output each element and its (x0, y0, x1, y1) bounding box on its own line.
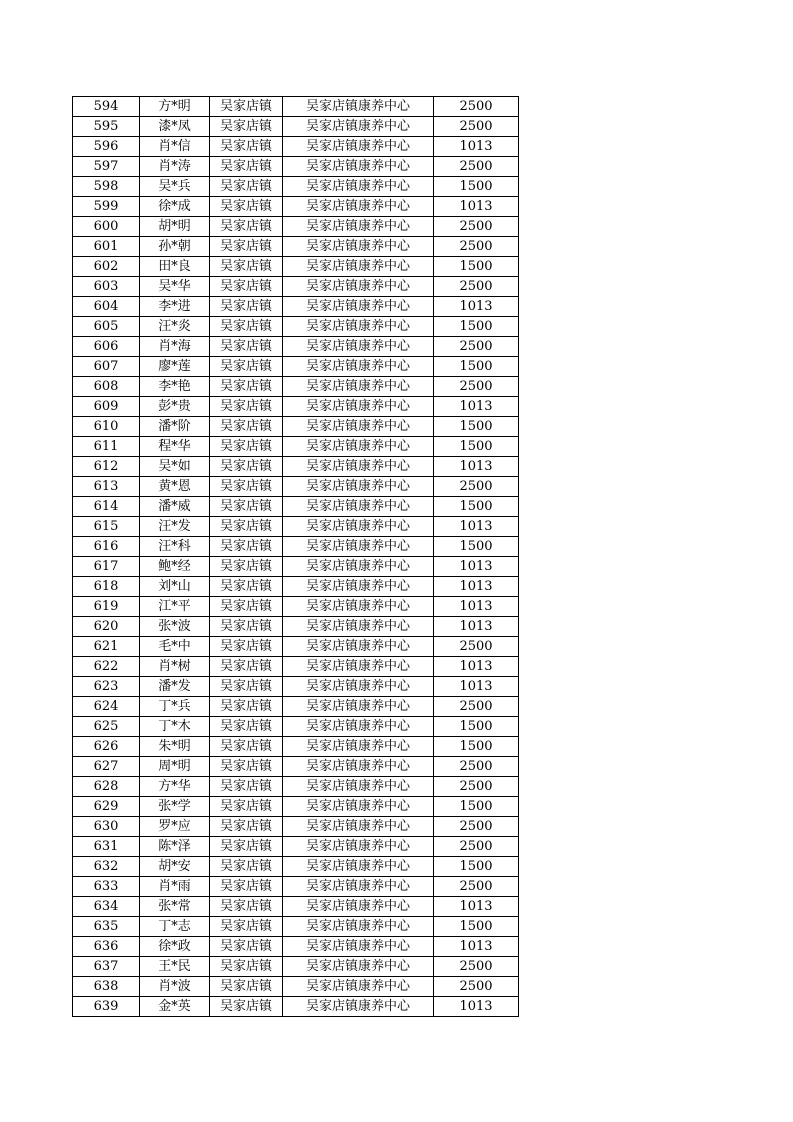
amount-cell: 1500 (434, 357, 519, 377)
town-cell: 吴家店镇 (210, 877, 283, 897)
amount-cell: 1013 (434, 197, 519, 217)
amount-cell: 1013 (434, 937, 519, 957)
table-row (73, 417, 519, 437)
table-row (73, 817, 519, 837)
town-cell: 吴家店镇 (210, 157, 283, 177)
amount-cell: 1013 (434, 517, 519, 537)
person-name-cell: 肖*树 (140, 657, 210, 677)
amount-cell: 2500 (434, 977, 519, 997)
person-name-cell: 吴*兵 (140, 177, 210, 197)
table-row (73, 397, 519, 417)
amount-cell: 2500 (434, 237, 519, 257)
person-name-cell: 丁*兵 (140, 697, 210, 717)
person-name-cell: 潘*发 (140, 677, 210, 697)
person-name-cell: 徐*成 (140, 197, 210, 217)
town-cell: 吴家店镇 (210, 597, 283, 617)
table-row (73, 717, 519, 737)
person-name-cell: 江*平 (140, 597, 210, 617)
amount-cell: 2500 (434, 477, 519, 497)
serial-number-cell: 624 (73, 697, 140, 717)
institution-cell: 吴家店镇康养中心 (283, 797, 434, 817)
institution-cell: 吴家店镇康养中心 (283, 557, 434, 577)
person-name-cell: 廖*莲 (140, 357, 210, 377)
institution-cell: 吴家店镇康养中心 (283, 537, 434, 557)
town-cell: 吴家店镇 (210, 477, 283, 497)
table-row (73, 957, 519, 977)
institution-cell: 吴家店镇康养中心 (283, 757, 434, 777)
serial-number-cell: 621 (73, 637, 140, 657)
town-cell: 吴家店镇 (210, 697, 283, 717)
institution-cell: 吴家店镇康养中心 (283, 317, 434, 337)
town-cell: 吴家店镇 (210, 797, 283, 817)
serial-number-cell: 626 (73, 737, 140, 757)
serial-number-cell: 613 (73, 477, 140, 497)
person-name-cell: 刘*山 (140, 577, 210, 597)
amount-cell: 1500 (434, 317, 519, 337)
town-cell: 吴家店镇 (210, 137, 283, 157)
amount-cell: 2500 (434, 157, 519, 177)
person-name-cell: 胡*安 (140, 857, 210, 877)
person-name-cell: 肖*海 (140, 337, 210, 357)
town-cell: 吴家店镇 (210, 637, 283, 657)
town-cell: 吴家店镇 (210, 677, 283, 697)
institution-cell: 吴家店镇康养中心 (283, 977, 434, 997)
amount-cell: 1013 (434, 457, 519, 477)
table-row (73, 557, 519, 577)
table-row (73, 837, 519, 857)
table-row (73, 677, 519, 697)
institution-cell: 吴家店镇康养中心 (283, 237, 434, 257)
table-row (73, 857, 519, 877)
amount-cell: 1013 (434, 557, 519, 577)
table-row (73, 337, 519, 357)
amount-cell: 1500 (434, 857, 519, 877)
serial-number-cell: 604 (73, 297, 140, 317)
amount-cell: 1500 (434, 417, 519, 437)
town-cell: 吴家店镇 (210, 117, 283, 137)
amount-cell: 2500 (434, 877, 519, 897)
person-name-cell: 孙*朝 (140, 237, 210, 257)
institution-cell: 吴家店镇康养中心 (283, 657, 434, 677)
amount-cell: 2500 (434, 837, 519, 857)
serial-number-cell: 616 (73, 537, 140, 557)
person-name-cell: 漆*凤 (140, 117, 210, 137)
table-row (73, 777, 519, 797)
institution-cell: 吴家店镇康养中心 (283, 577, 434, 597)
town-cell: 吴家店镇 (210, 737, 283, 757)
serial-number-cell: 609 (73, 397, 140, 417)
person-name-cell: 周*明 (140, 757, 210, 777)
town-cell: 吴家店镇 (210, 357, 283, 377)
amount-cell: 1500 (434, 737, 519, 757)
table-row (73, 877, 519, 897)
serial-number-cell: 623 (73, 677, 140, 697)
person-name-cell: 李*艳 (140, 377, 210, 397)
serial-number-cell: 596 (73, 137, 140, 157)
amount-cell: 2500 (434, 117, 519, 137)
institution-cell: 吴家店镇康养中心 (283, 877, 434, 897)
amount-cell: 1013 (434, 677, 519, 697)
table-row (73, 997, 519, 1017)
town-cell: 吴家店镇 (210, 417, 283, 437)
person-name-cell: 肖*涛 (140, 157, 210, 177)
institution-cell: 吴家店镇康养中心 (283, 397, 434, 417)
table-row (73, 637, 519, 657)
institution-cell: 吴家店镇康养中心 (283, 777, 434, 797)
town-cell: 吴家店镇 (210, 757, 283, 777)
town-cell: 吴家店镇 (210, 557, 283, 577)
table-row (73, 657, 519, 677)
town-cell: 吴家店镇 (210, 277, 283, 297)
institution-cell: 吴家店镇康养中心 (283, 257, 434, 277)
town-cell: 吴家店镇 (210, 337, 283, 357)
table-row (73, 737, 519, 757)
town-cell: 吴家店镇 (210, 577, 283, 597)
institution-cell: 吴家店镇康养中心 (283, 997, 434, 1017)
table-row (73, 617, 519, 637)
town-cell: 吴家店镇 (210, 297, 283, 317)
town-cell: 吴家店镇 (210, 657, 283, 677)
town-cell: 吴家店镇 (210, 377, 283, 397)
amount-cell: 2500 (434, 697, 519, 717)
town-cell: 吴家店镇 (210, 957, 283, 977)
institution-cell: 吴家店镇康养中心 (283, 477, 434, 497)
institution-cell: 吴家店镇康养中心 (283, 297, 434, 317)
amount-cell: 1500 (434, 497, 519, 517)
town-cell: 吴家店镇 (210, 177, 283, 197)
person-name-cell: 吴*如 (140, 457, 210, 477)
amount-cell: 1013 (434, 657, 519, 677)
serial-number-cell: 598 (73, 177, 140, 197)
table-row (73, 297, 519, 317)
town-cell: 吴家店镇 (210, 917, 283, 937)
serial-number-cell: 629 (73, 797, 140, 817)
serial-number-cell: 639 (73, 997, 140, 1017)
person-name-cell: 彭*贵 (140, 397, 210, 417)
table-row (73, 257, 519, 277)
town-cell: 吴家店镇 (210, 437, 283, 457)
town-cell: 吴家店镇 (210, 997, 283, 1017)
person-name-cell: 汪*科 (140, 537, 210, 557)
amount-cell: 1500 (434, 257, 519, 277)
person-name-cell: 丁*木 (140, 717, 210, 737)
amount-cell: 1013 (434, 397, 519, 417)
table-row (73, 917, 519, 937)
person-name-cell: 肖*雨 (140, 877, 210, 897)
town-cell: 吴家店镇 (210, 97, 283, 117)
amount-cell: 2500 (434, 277, 519, 297)
table-row (73, 797, 519, 817)
table-row (73, 457, 519, 477)
institution-cell: 吴家店镇康养中心 (283, 377, 434, 397)
amount-cell: 1500 (434, 797, 519, 817)
table-row (73, 497, 519, 517)
institution-cell: 吴家店镇康养中心 (283, 197, 434, 217)
serial-number-cell: 635 (73, 917, 140, 937)
serial-number-cell: 620 (73, 617, 140, 637)
institution-cell: 吴家店镇康养中心 (283, 897, 434, 917)
serial-number-cell: 602 (73, 257, 140, 277)
person-name-cell: 张*学 (140, 797, 210, 817)
serial-number-cell: 618 (73, 577, 140, 597)
institution-cell: 吴家店镇康养中心 (283, 717, 434, 737)
amount-cell: 1013 (434, 997, 519, 1017)
table-row (73, 377, 519, 397)
table-row (73, 537, 519, 557)
amount-cell: 1500 (434, 717, 519, 737)
serial-number-cell: 617 (73, 557, 140, 577)
serial-number-cell: 600 (73, 217, 140, 237)
person-name-cell: 丁*志 (140, 917, 210, 937)
institution-cell: 吴家店镇康养中心 (283, 697, 434, 717)
town-cell: 吴家店镇 (210, 497, 283, 517)
institution-cell: 吴家店镇康养中心 (283, 437, 434, 457)
town-cell: 吴家店镇 (210, 897, 283, 917)
person-name-cell: 鲍*经 (140, 557, 210, 577)
serial-number-cell: 594 (73, 97, 140, 117)
institution-cell: 吴家店镇康养中心 (283, 497, 434, 517)
serial-number-cell: 622 (73, 657, 140, 677)
institution-cell: 吴家店镇康养中心 (283, 157, 434, 177)
amount-cell: 2500 (434, 637, 519, 657)
amount-cell: 1500 (434, 177, 519, 197)
institution-cell: 吴家店镇康养中心 (283, 337, 434, 357)
serial-number-cell: 627 (73, 757, 140, 777)
serial-number-cell: 615 (73, 517, 140, 537)
town-cell: 吴家店镇 (210, 937, 283, 957)
institution-cell: 吴家店镇康养中心 (283, 177, 434, 197)
person-name-cell: 张*波 (140, 617, 210, 637)
table-row (73, 757, 519, 777)
serial-number-cell: 606 (73, 337, 140, 357)
town-cell: 吴家店镇 (210, 397, 283, 417)
town-cell: 吴家店镇 (210, 257, 283, 277)
table-row (73, 157, 519, 177)
person-name-cell: 黄*恩 (140, 477, 210, 497)
institution-cell: 吴家店镇康养中心 (283, 137, 434, 157)
serial-number-cell: 601 (73, 237, 140, 257)
person-name-cell: 朱*明 (140, 737, 210, 757)
serial-number-cell: 638 (73, 977, 140, 997)
person-name-cell: 方*明 (140, 97, 210, 117)
table-row (73, 937, 519, 957)
institution-cell: 吴家店镇康养中心 (283, 937, 434, 957)
table-row (73, 177, 519, 197)
serial-number-cell: 599 (73, 197, 140, 217)
institution-cell: 吴家店镇康养中心 (283, 597, 434, 617)
institution-cell: 吴家店镇康养中心 (283, 917, 434, 937)
amount-cell: 1013 (434, 137, 519, 157)
person-name-cell: 方*华 (140, 777, 210, 797)
town-cell: 吴家店镇 (210, 217, 283, 237)
serial-number-cell: 634 (73, 897, 140, 917)
serial-number-cell: 636 (73, 937, 140, 957)
table-row (73, 97, 519, 117)
town-cell: 吴家店镇 (210, 317, 283, 337)
amount-cell: 1500 (434, 437, 519, 457)
amount-cell: 1500 (434, 537, 519, 557)
table-row (73, 697, 519, 717)
institution-cell: 吴家店镇康养中心 (283, 277, 434, 297)
town-cell: 吴家店镇 (210, 237, 283, 257)
amount-cell: 1500 (434, 917, 519, 937)
serial-number-cell: 608 (73, 377, 140, 397)
person-name-cell: 徐*政 (140, 937, 210, 957)
person-name-cell: 胡*明 (140, 217, 210, 237)
town-cell: 吴家店镇 (210, 537, 283, 557)
person-name-cell: 潘*阶 (140, 417, 210, 437)
person-name-cell: 潘*威 (140, 497, 210, 517)
serial-number-cell: 605 (73, 317, 140, 337)
serial-number-cell: 610 (73, 417, 140, 437)
institution-cell: 吴家店镇康养中心 (283, 837, 434, 857)
institution-cell: 吴家店镇康养中心 (283, 737, 434, 757)
serial-number-cell: 611 (73, 437, 140, 457)
town-cell: 吴家店镇 (210, 817, 283, 837)
table-row (73, 237, 519, 257)
amount-cell: 2500 (434, 217, 519, 237)
institution-cell: 吴家店镇康养中心 (283, 637, 434, 657)
person-name-cell: 罗*应 (140, 817, 210, 837)
table-row (73, 517, 519, 537)
table-row (73, 117, 519, 137)
person-name-cell: 汪*炎 (140, 317, 210, 337)
person-name-cell: 吴*华 (140, 277, 210, 297)
table-row (73, 317, 519, 337)
amount-cell: 1013 (434, 617, 519, 637)
institution-cell: 吴家店镇康养中心 (283, 517, 434, 537)
institution-cell: 吴家店镇康养中心 (283, 97, 434, 117)
person-name-cell: 肖*波 (140, 977, 210, 997)
serial-number-cell: 637 (73, 957, 140, 977)
person-name-cell: 毛*中 (140, 637, 210, 657)
institution-cell: 吴家店镇康养中心 (283, 417, 434, 437)
amount-cell: 2500 (434, 817, 519, 837)
amount-cell: 2500 (434, 757, 519, 777)
town-cell: 吴家店镇 (210, 517, 283, 537)
town-cell: 吴家店镇 (210, 977, 283, 997)
town-cell: 吴家店镇 (210, 837, 283, 857)
town-cell: 吴家店镇 (210, 777, 283, 797)
serial-number-cell: 603 (73, 277, 140, 297)
serial-number-cell: 619 (73, 597, 140, 617)
subsidy-list-table (72, 96, 519, 1017)
person-name-cell: 肖*信 (140, 137, 210, 157)
institution-cell: 吴家店镇康养中心 (283, 357, 434, 377)
table-row (73, 217, 519, 237)
serial-number-cell: 612 (73, 457, 140, 477)
amount-cell: 1013 (434, 577, 519, 597)
serial-number-cell: 595 (73, 117, 140, 137)
institution-cell: 吴家店镇康养中心 (283, 117, 434, 137)
person-name-cell: 汪*发 (140, 517, 210, 537)
institution-cell: 吴家店镇康养中心 (283, 617, 434, 637)
amount-cell: 2500 (434, 377, 519, 397)
amount-cell: 1013 (434, 897, 519, 917)
table-row (73, 277, 519, 297)
amount-cell: 2500 (434, 337, 519, 357)
town-cell: 吴家店镇 (210, 857, 283, 877)
amount-cell: 2500 (434, 777, 519, 797)
person-name-cell: 陈*泽 (140, 837, 210, 857)
table-row (73, 477, 519, 497)
table-row (73, 977, 519, 997)
amount-cell: 1013 (434, 297, 519, 317)
person-name-cell: 田*良 (140, 257, 210, 277)
serial-number-cell: 633 (73, 877, 140, 897)
table-row (73, 597, 519, 617)
amount-cell: 2500 (434, 957, 519, 977)
amount-cell: 1013 (434, 597, 519, 617)
institution-cell: 吴家店镇康养中心 (283, 857, 434, 877)
person-name-cell: 金*英 (140, 997, 210, 1017)
serial-number-cell: 632 (73, 857, 140, 877)
table-row (73, 197, 519, 217)
person-name-cell: 张*常 (140, 897, 210, 917)
table-row (73, 137, 519, 157)
serial-number-cell: 614 (73, 497, 140, 517)
institution-cell: 吴家店镇康养中心 (283, 217, 434, 237)
person-name-cell: 程*华 (140, 437, 210, 457)
serial-number-cell: 628 (73, 777, 140, 797)
serial-number-cell: 631 (73, 837, 140, 857)
institution-cell: 吴家店镇康养中心 (283, 677, 434, 697)
institution-cell: 吴家店镇康养中心 (283, 957, 434, 977)
serial-number-cell: 630 (73, 817, 140, 837)
person-name-cell: 王*民 (140, 957, 210, 977)
institution-cell: 吴家店镇康养中心 (283, 457, 434, 477)
table-body (73, 97, 519, 1017)
serial-number-cell: 597 (73, 157, 140, 177)
person-name-cell: 李*进 (140, 297, 210, 317)
town-cell: 吴家店镇 (210, 717, 283, 737)
town-cell: 吴家店镇 (210, 617, 283, 637)
institution-cell: 吴家店镇康养中心 (283, 817, 434, 837)
table-row (73, 577, 519, 597)
amount-cell: 2500 (434, 97, 519, 117)
town-cell: 吴家店镇 (210, 457, 283, 477)
table-row (73, 437, 519, 457)
serial-number-cell: 607 (73, 357, 140, 377)
table-row (73, 357, 519, 377)
serial-number-cell: 625 (73, 717, 140, 737)
table-row (73, 897, 519, 917)
town-cell: 吴家店镇 (210, 197, 283, 217)
